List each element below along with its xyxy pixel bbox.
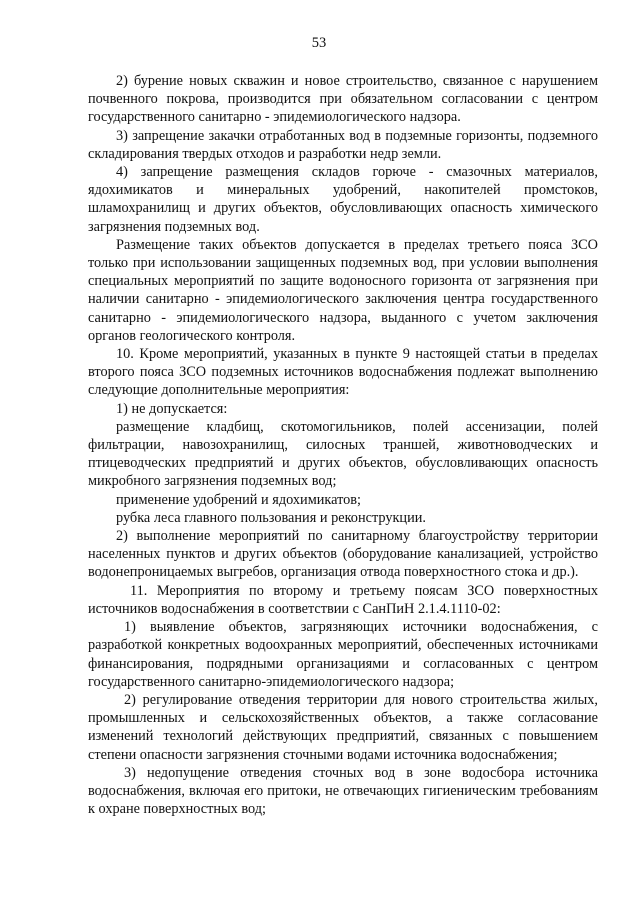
paragraph-not-allowed: 1) не допускается: [116, 400, 228, 417]
paragraph-item-11: 11. Мероприятия по второму и третьему поясам ЗСО поверхностных источников водоснабжения в соответствии с СанПиН 2.1.4.1110-02: [88, 582, 598, 617]
paragraph-fertilizers: применение удобрений и ядохимикатов; [116, 491, 362, 508]
paragraph-placement-list: размещение кладбищ, скотомогильников, полей ассенизации, полей фильтрации, навозохранилищ, силосных траншей, животноводческих и птицеводческих предприятий и других объектов, обусловливающих опасность микробного загрязнения подземных вод; [88, 418, 598, 490]
paragraph-logging: рубка леса главного пользования и реконструкции. [116, 509, 426, 526]
paragraph-well-drilling: 2) бурение новых скважин и новое строительство, связанное с нарушением почвенного покрова, производится при обязательном согласовании с центром государственного санитарно - эпидемиологического надзора. [88, 73, 598, 126]
paragraph-wastewater-prevention: 3) недопущение отведения сточных вод в зоне водосбора источника водоснабжения, включая его притоки, не отвечающих гигиеническим требованиям к охране поверхностных вод; [88, 764, 598, 818]
paragraph-item-10: 10. Кроме мероприятий, указанных в пункте 9 настоящей статьи в пределах второго пояса ЗСО подземных источников водоснабжения подлежат выполнению следующие дополнительные мероприятия: [88, 346, 598, 399]
paragraph-sanitation-measures: 2) выполнение мероприятий по санитарному благоустройству территории населенных пунктов и других объектов (оборудование канализацией, устройство водонепроницаемых выгребов, организация отвода поверхностного стока и др.). [88, 528, 598, 581]
page-number: 53 [311, 35, 327, 51]
paragraph-third-belt-placement: Размещение таких объектов допускается в пределах третьего пояса ЗСО только при использовании защищенных подземных вод, при условии выполнения специальных мероприятий по защите водоносного горизонта от загрязнения при наличии санитарно - эпидемиологического заключения центра государственного санитарно - эпидемиологического надзора, выданного с учетом заключения органов геологического контроля. [88, 236, 598, 344]
paragraph-pollution-sources: 1) выявление объектов, загрязняющих источники водоснабжения, с разработкой конкретных водоохранных мероприятий, обеспеченных источниками финансирования, подрядными организациями и согласованных с центром государственного санитарно-эпидемиологического надзора; [88, 619, 598, 690]
paragraph-storage-ban: 4) запрещение размещения складов горюче - смазочных материалов, ядохимикатов и минеральных удобрений, накопителей промстоков, шламохранилищ и других объектов, обусловливающих опасность химического загрязнения подземных вод. [88, 164, 598, 235]
paragraph-territory-regulation: 2) регулирование отведения территории для нового строительства жилых, промышленных и сельскохозяйственных объектов, а также согласование изменений технологий действующих предприятий, связанных с повышением степени опасности загрязнения сточными водами источника водоснабжения; [88, 691, 598, 763]
paragraph-wastewater-injection-ban: 3) запрещение закачки отработанных вод в подземные горизонты, подземного складирования твердых отходов и разработки недр земли. [88, 127, 598, 162]
document-body [88, 72, 598, 818]
